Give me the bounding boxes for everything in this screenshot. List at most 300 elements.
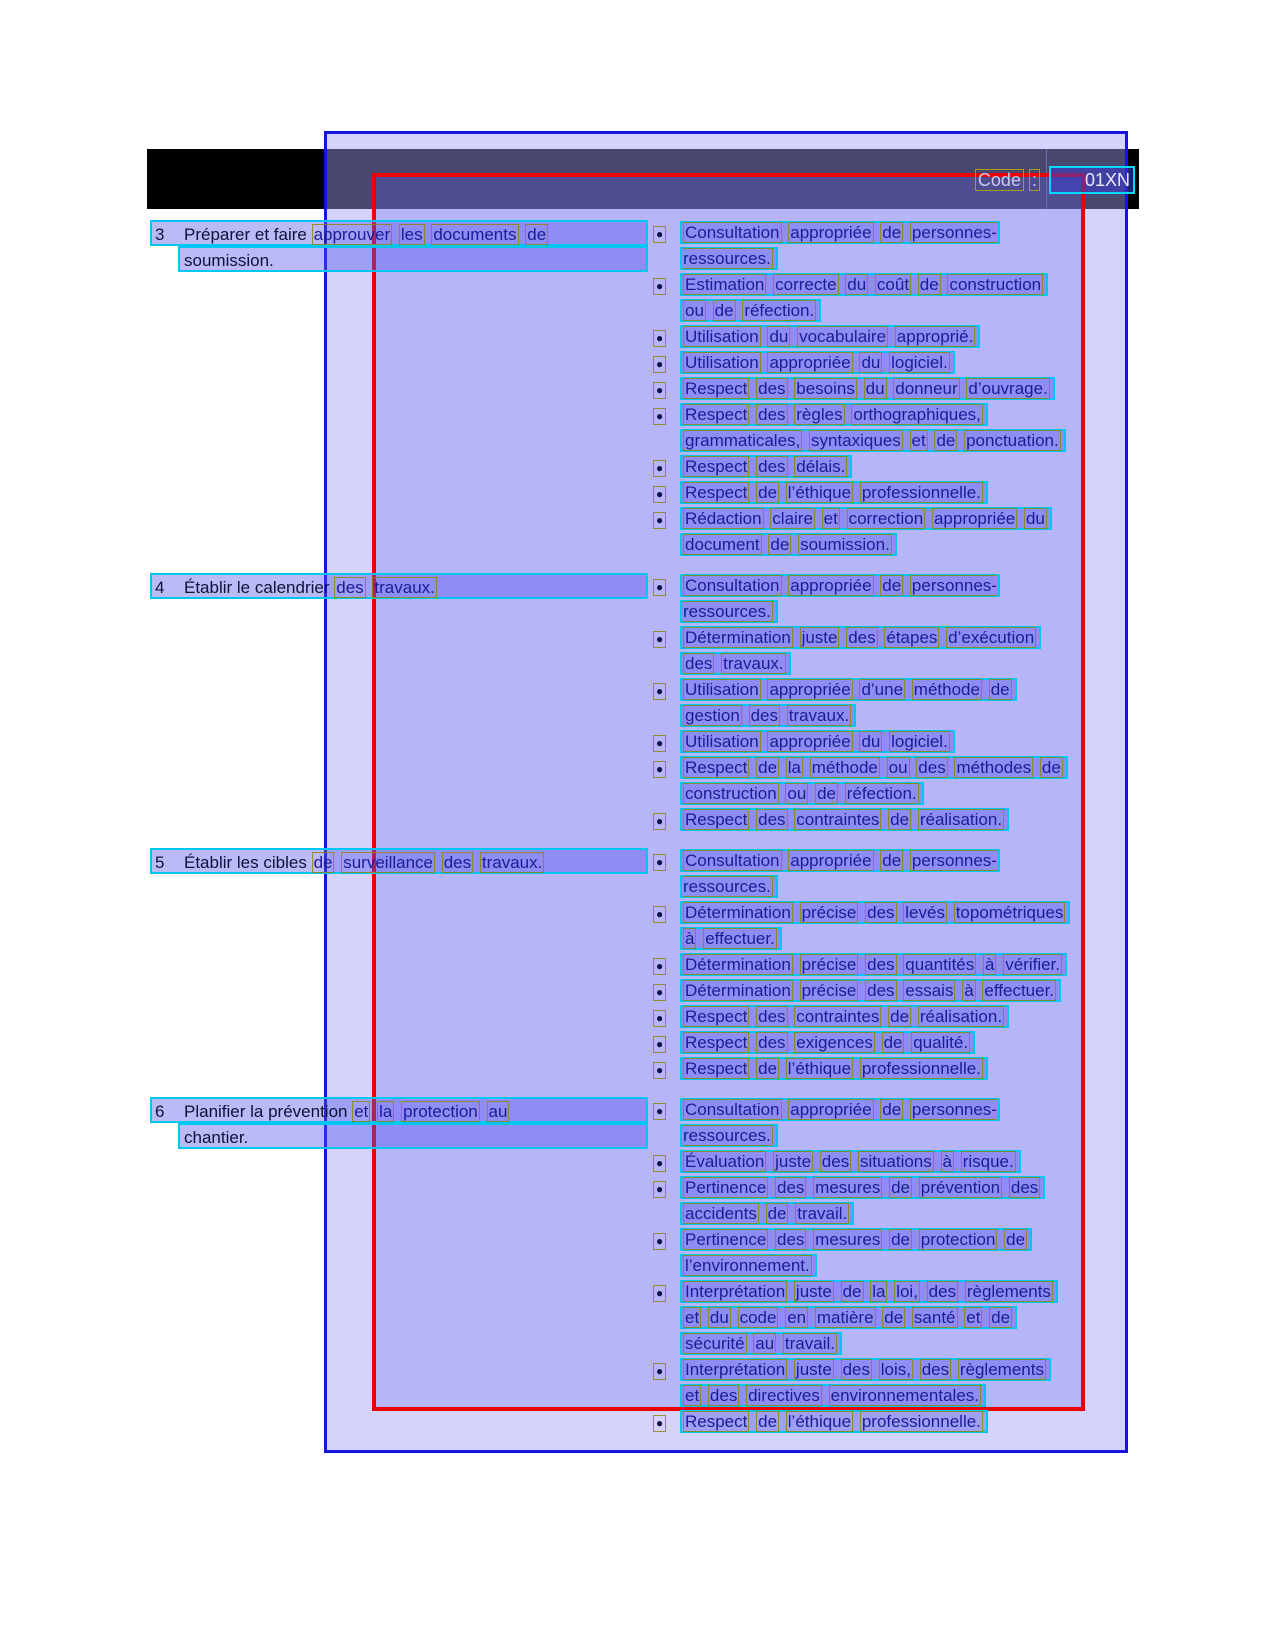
word-box: donneur [895, 379, 958, 398]
word-box: situations [859, 1152, 932, 1171]
word-box: topométriques [955, 903, 1064, 922]
word-box: de [842, 1282, 862, 1301]
word-box: construction [949, 275, 1042, 294]
word-box: du [865, 379, 885, 398]
bullet-text [680, 573, 1072, 625]
bullet-dot-icon: ● [653, 761, 666, 778]
bullet-item [650, 625, 1072, 677]
word-box: et [966, 1308, 981, 1327]
word-box: effectuer. [984, 981, 1055, 1000]
word-box: appropriée [769, 732, 851, 751]
word-box: d’une [861, 680, 904, 699]
word-box: juste [775, 1152, 812, 1171]
word-box: la [379, 1102, 393, 1121]
text-highlight-box [680, 953, 1067, 976]
word-box: Respect [685, 1059, 748, 1078]
competency-text-line [150, 573, 648, 599]
bullet-dot-cell [650, 952, 680, 978]
word-box: appropriée [769, 680, 851, 699]
bullet-text [680, 848, 1072, 900]
word-box: des [758, 457, 786, 476]
bullet-item [650, 376, 1072, 402]
bullet-item [650, 454, 1072, 480]
bullet-text [680, 350, 1072, 376]
word-box: méthode [913, 680, 980, 699]
criteria-cell [650, 220, 1072, 558]
word-box: de [991, 1308, 1011, 1327]
bullet-text [680, 1175, 1072, 1227]
word-box: des [867, 955, 895, 974]
bullet-item [650, 900, 1072, 952]
word-box: de [770, 535, 790, 554]
code-value: 01XN [1049, 166, 1135, 194]
word-box: protection [403, 1102, 478, 1121]
word-box: Utilisation [685, 353, 759, 372]
bullet-item [650, 350, 1072, 376]
word-box: de [890, 1007, 910, 1026]
bullet-dot-cell [650, 1357, 680, 1383]
bullet-dot-cell [650, 729, 680, 755]
word-box: des [443, 853, 472, 872]
word-box: les [400, 225, 423, 244]
bullet-dot-icon: ● [653, 579, 666, 596]
bullet-dot-icon: ● [653, 813, 666, 830]
word-box: de [758, 483, 778, 502]
bullet-text [680, 1149, 1072, 1175]
bullet-dot-icon: ● [653, 958, 666, 975]
bullet-text [680, 729, 1072, 755]
boxed-segment [312, 225, 551, 244]
word-box: Respect [685, 483, 748, 502]
bullet-dot-cell [650, 1175, 680, 1201]
bullet-dot-cell [650, 807, 680, 833]
word-box: appropriée [790, 851, 872, 870]
word-box: vocabulaire [799, 327, 887, 346]
bullet-dot-cell [650, 1004, 680, 1030]
bullet-text [680, 1227, 1072, 1279]
word-box: à [685, 929, 695, 948]
bullet-text [680, 952, 1072, 978]
word-box: approuver [313, 225, 391, 244]
bullet-text [680, 978, 1072, 1004]
word-box: Respect [685, 758, 748, 777]
word-box: des [758, 379, 786, 398]
row-number: 6 [155, 1102, 165, 1121]
bullet-dot-icon: ● [653, 906, 666, 923]
word-box: matière [816, 1308, 874, 1327]
word-box: Détermination [685, 628, 791, 647]
word-box: de [882, 576, 902, 595]
criteria-cell [650, 1097, 1072, 1435]
bullet-dot-cell [650, 1056, 680, 1082]
word-box: logiciel. [891, 353, 948, 372]
word-box: au [755, 1334, 775, 1353]
word-box: de [882, 223, 902, 242]
text-highlight-box [680, 455, 852, 478]
bullet-item [650, 324, 1072, 350]
bullet-dot-icon: ● [653, 1363, 666, 1380]
bullet-item [650, 1357, 1072, 1409]
word-box: des [867, 903, 895, 922]
bullet-dot-icon: ● [653, 1415, 666, 1432]
word-box: de [884, 1308, 904, 1327]
row-number: 5 [155, 853, 165, 872]
bullet-item [650, 506, 1072, 558]
word-box: et [685, 1386, 700, 1405]
word-box: exigences [796, 1033, 873, 1052]
word-box: réalisation. [919, 810, 1003, 829]
bullet-dot-icon: ● [653, 226, 666, 243]
bullet-dot-icon: ● [653, 1062, 666, 1079]
text-highlight-box [680, 1228, 1032, 1277]
word-box: professionnelle. [861, 1412, 981, 1431]
text-highlight-box [680, 221, 1000, 270]
competency-text-line [178, 1123, 648, 1149]
word-box: des [848, 628, 876, 647]
word-box: Pertinence [685, 1230, 767, 1249]
text-highlight-box [680, 507, 1052, 556]
word-box: juste [795, 1282, 832, 1301]
word-box: l’éthique [787, 483, 852, 502]
word-box: Respect [685, 405, 748, 424]
bullet-text [680, 1279, 1072, 1357]
word-box: professionnelle. [861, 483, 981, 502]
word-box: appropriée [790, 223, 872, 242]
word-box: du [861, 353, 881, 372]
word-box: Consultation [685, 1100, 780, 1119]
text-highlight-box [680, 1410, 988, 1433]
code-separator: : [1029, 169, 1040, 191]
bullet-text [680, 807, 1072, 833]
word-box: mesures [815, 1178, 881, 1197]
word-box: syntaxiques [811, 431, 901, 450]
word-box: précise [801, 981, 857, 1000]
bullet-dot-icon: ● [653, 486, 666, 503]
boxed-segment [334, 578, 439, 597]
word-box: orthographiques, [853, 405, 981, 424]
word-box: et [354, 1102, 369, 1121]
bullet-item [650, 848, 1072, 900]
word-box: sécurité [685, 1334, 745, 1353]
bullet-dot-icon: ● [653, 735, 666, 752]
word-box: logiciel. [891, 732, 948, 751]
word-box: documents [433, 225, 517, 244]
boxed-segment [352, 1102, 511, 1121]
competency-text-line [150, 220, 648, 246]
bullet-dot-icon: ● [653, 854, 666, 871]
plain-segment: soumission. [184, 251, 274, 270]
text-highlight-box [680, 1098, 1000, 1147]
word-box: contraintes [796, 810, 880, 829]
word-box: ou [685, 301, 704, 320]
bullet-dot-icon: ● [653, 631, 666, 648]
word-box: du [769, 327, 789, 346]
word-box: travail. [797, 1204, 848, 1223]
word-box: effectuer. [705, 929, 775, 948]
word-box: claire [772, 509, 813, 528]
word-box: de [714, 301, 734, 320]
table-row [150, 220, 1072, 558]
word-box: de [758, 758, 778, 777]
word-box: approprié. [896, 327, 974, 346]
word-box: de [890, 810, 910, 829]
word-box: des [928, 1282, 957, 1301]
text-highlight-box [680, 979, 1061, 1002]
word-box: des [685, 654, 713, 673]
text-highlight-box [680, 1280, 1058, 1355]
word-box: personnes-ressources. [683, 223, 997, 268]
bullet-item [650, 1056, 1072, 1082]
word-box: d’exécution [948, 628, 1035, 647]
bullet-dot-icon: ● [653, 330, 666, 347]
table-row [150, 1097, 1072, 1435]
word-box: de [936, 431, 956, 450]
word-box: des [842, 1360, 870, 1379]
word-box: Évaluation [685, 1152, 765, 1171]
word-box: des [758, 1033, 786, 1052]
bullet-dot-icon: ● [653, 408, 666, 425]
word-box: l’éthique [787, 1412, 852, 1431]
bullet-dot-cell [650, 1030, 680, 1056]
word-box: règlements [966, 1282, 1051, 1301]
word-box: ou [888, 758, 908, 777]
word-box: quantités [905, 955, 975, 974]
word-box: essais [905, 981, 954, 1000]
word-box: personnes-ressources. [683, 576, 997, 621]
plain-segment: Planifier la prévention [184, 1102, 353, 1121]
competency-table [150, 220, 1072, 1450]
plain-segment: Préparer et faire [184, 225, 312, 244]
bullet-dot-cell [650, 350, 680, 376]
bullet-item [650, 1175, 1072, 1227]
text-highlight-box [680, 403, 1066, 452]
text-highlight-box [680, 273, 1048, 322]
bullet-item [650, 952, 1072, 978]
left-competency-cell [150, 573, 650, 833]
word-box: des [1010, 1178, 1039, 1197]
bullet-dot-cell [650, 402, 680, 428]
bullet-dot-cell [650, 848, 680, 874]
word-box: des [777, 1178, 805, 1197]
word-box: des [709, 1386, 738, 1405]
word-box: et [685, 1308, 700, 1327]
bullet-item [650, 1030, 1072, 1056]
competency-text-line [150, 1097, 648, 1123]
word-box: du [861, 732, 881, 751]
bullet-dot-cell [650, 1097, 680, 1123]
word-box: réalisation. [919, 1007, 1003, 1026]
word-box: en [787, 1308, 807, 1327]
word-box: Respect [685, 810, 748, 829]
bullet-text [680, 1097, 1072, 1149]
bullet-text [680, 1004, 1072, 1030]
bullet-text [680, 402, 1072, 454]
word-box: l’éthique [787, 1059, 852, 1078]
text-highlight-box [680, 1150, 1021, 1173]
bullet-item [650, 402, 1072, 454]
word-box: prévention [920, 1178, 1001, 1197]
bullet-text [680, 1409, 1072, 1435]
word-box: méthode [811, 758, 878, 777]
competency-text-line [178, 246, 648, 272]
word-box: travail. [784, 1334, 835, 1353]
bullet-text [680, 1056, 1072, 1082]
bullet-item [650, 220, 1072, 272]
word-box: la [787, 758, 801, 777]
word-box: contraintes [796, 1007, 880, 1026]
word-box: ponctuation. [966, 431, 1059, 450]
bullet-dot-cell [650, 755, 680, 781]
word-box: travaux. [723, 654, 784, 673]
word-box: à [964, 981, 974, 1000]
word-box: des [867, 981, 895, 1000]
word-box: Pertinence [685, 1178, 767, 1197]
text-highlight-box [680, 481, 988, 504]
bullet-dot-cell [650, 272, 680, 298]
word-box: personnes-ressources. [683, 851, 997, 896]
word-box: Respect [685, 1412, 748, 1431]
word-box: règlements [959, 1360, 1044, 1379]
word-box: de [883, 1033, 903, 1052]
word-box: et [911, 431, 926, 450]
bullet-dot-cell [650, 978, 680, 1004]
word-box: directives [748, 1386, 820, 1405]
word-box: juste [795, 1360, 832, 1379]
bullet-item [650, 1004, 1072, 1030]
bullet-dot-icon: ● [653, 1181, 666, 1198]
bullet-text [680, 454, 1072, 480]
word-box: juste [801, 628, 838, 647]
text-highlight-box [680, 756, 1068, 805]
word-box: Consultation [685, 576, 780, 595]
word-box: correcte [775, 275, 837, 294]
word-box: professionnelle. [861, 1059, 981, 1078]
word-box: accidents [685, 1204, 757, 1223]
bullet-dot-cell [650, 1149, 680, 1175]
word-box: santé [913, 1308, 956, 1327]
bullet-dot-cell [650, 625, 680, 651]
word-box: appropriée [790, 1100, 872, 1119]
bullet-dot-icon: ● [653, 356, 666, 373]
text-highlight-box [680, 678, 1017, 727]
bullet-text [680, 376, 1072, 402]
word-box: des [777, 1230, 805, 1249]
bullet-dot-icon: ● [653, 1285, 666, 1302]
word-box: soumission. [800, 535, 890, 554]
text-highlight-box [680, 351, 955, 374]
word-box: des [921, 1360, 950, 1379]
word-box: du [847, 275, 867, 294]
word-box: Respect [685, 457, 748, 476]
word-box: loi, [896, 1282, 918, 1301]
text-highlight-box [680, 1358, 1051, 1407]
word-box: Interprétation [685, 1360, 786, 1379]
bullet-dot-icon: ● [653, 382, 666, 399]
word-box: de [919, 275, 939, 294]
word-box: de [882, 1100, 902, 1119]
word-box: de [891, 1230, 911, 1249]
word-box: de [891, 1178, 911, 1197]
word-box: du [709, 1308, 729, 1327]
bullet-dot-cell [650, 573, 680, 599]
text-highlight-box [680, 849, 1000, 898]
bullet-dot-icon: ● [653, 278, 666, 295]
row-number: 4 [155, 578, 165, 597]
bullet-dot-cell [650, 900, 680, 926]
bullet-dot-icon: ● [653, 1155, 666, 1172]
bullet-dot-cell [650, 324, 680, 350]
row-number: 3 [155, 225, 165, 244]
bullet-item [650, 677, 1072, 729]
bullet-item [650, 272, 1072, 324]
bullet-item [650, 1227, 1072, 1279]
bullet-item [650, 1149, 1072, 1175]
bullet-dot-icon: ● [653, 1103, 666, 1120]
bullet-text [680, 324, 1072, 350]
word-box: appropriée [769, 353, 851, 372]
bullet-item [650, 1409, 1072, 1435]
text-highlight-box [680, 1176, 1045, 1225]
word-box: de [313, 853, 333, 872]
bullet-dot-cell [650, 1279, 680, 1305]
word-box: de [527, 225, 547, 244]
word-box: Consultation [685, 851, 780, 870]
bullet-text [680, 480, 1072, 506]
word-box: Utilisation [685, 680, 759, 699]
word-box: correction [848, 509, 924, 528]
word-box: protection [920, 1230, 996, 1249]
word-box: vérifier. [1005, 955, 1060, 974]
word-box: précise [801, 955, 857, 974]
text-highlight-box [680, 1005, 1009, 1028]
word-box: travaux. [374, 578, 435, 597]
word-box: des [758, 405, 786, 424]
word-box: coût [876, 275, 910, 294]
word-box: ou [787, 784, 807, 803]
bullet-dot-cell [650, 454, 680, 480]
word-box: Respect [685, 1007, 748, 1026]
word-box: des [758, 810, 786, 829]
text-highlight-box [680, 574, 1000, 623]
word-box: environnementales. [830, 1386, 979, 1405]
plain-segment: Établir les cibles [184, 853, 312, 872]
text-highlight-box [680, 626, 1041, 675]
bullet-dot-icon: ● [653, 460, 666, 477]
word-box: Respect [685, 379, 748, 398]
text-highlight-box [680, 377, 1055, 400]
criteria-cell [650, 573, 1072, 833]
text-highlight-box [680, 808, 1009, 831]
word-box: de [758, 1412, 778, 1431]
bullet-item [650, 807, 1072, 833]
bullet-text [680, 506, 1072, 558]
bullet-text [680, 625, 1072, 677]
bullet-dot-icon: ● [653, 1010, 666, 1027]
text-highlight-box [680, 901, 1070, 950]
word-box: de [1006, 1230, 1026, 1249]
word-box: qualité. [913, 1033, 969, 1052]
word-box: de [817, 784, 836, 803]
text-highlight-box [680, 1057, 988, 1080]
word-box: appropriée [933, 509, 1016, 528]
word-box: gestion [685, 706, 740, 725]
word-box: de [758, 1059, 778, 1078]
bullet-text [680, 1030, 1072, 1056]
bullet-dot-icon: ● [653, 1233, 666, 1250]
word-box: travaux. [481, 853, 543, 872]
table-row [150, 848, 1072, 1082]
word-box: Utilisation [685, 732, 759, 751]
